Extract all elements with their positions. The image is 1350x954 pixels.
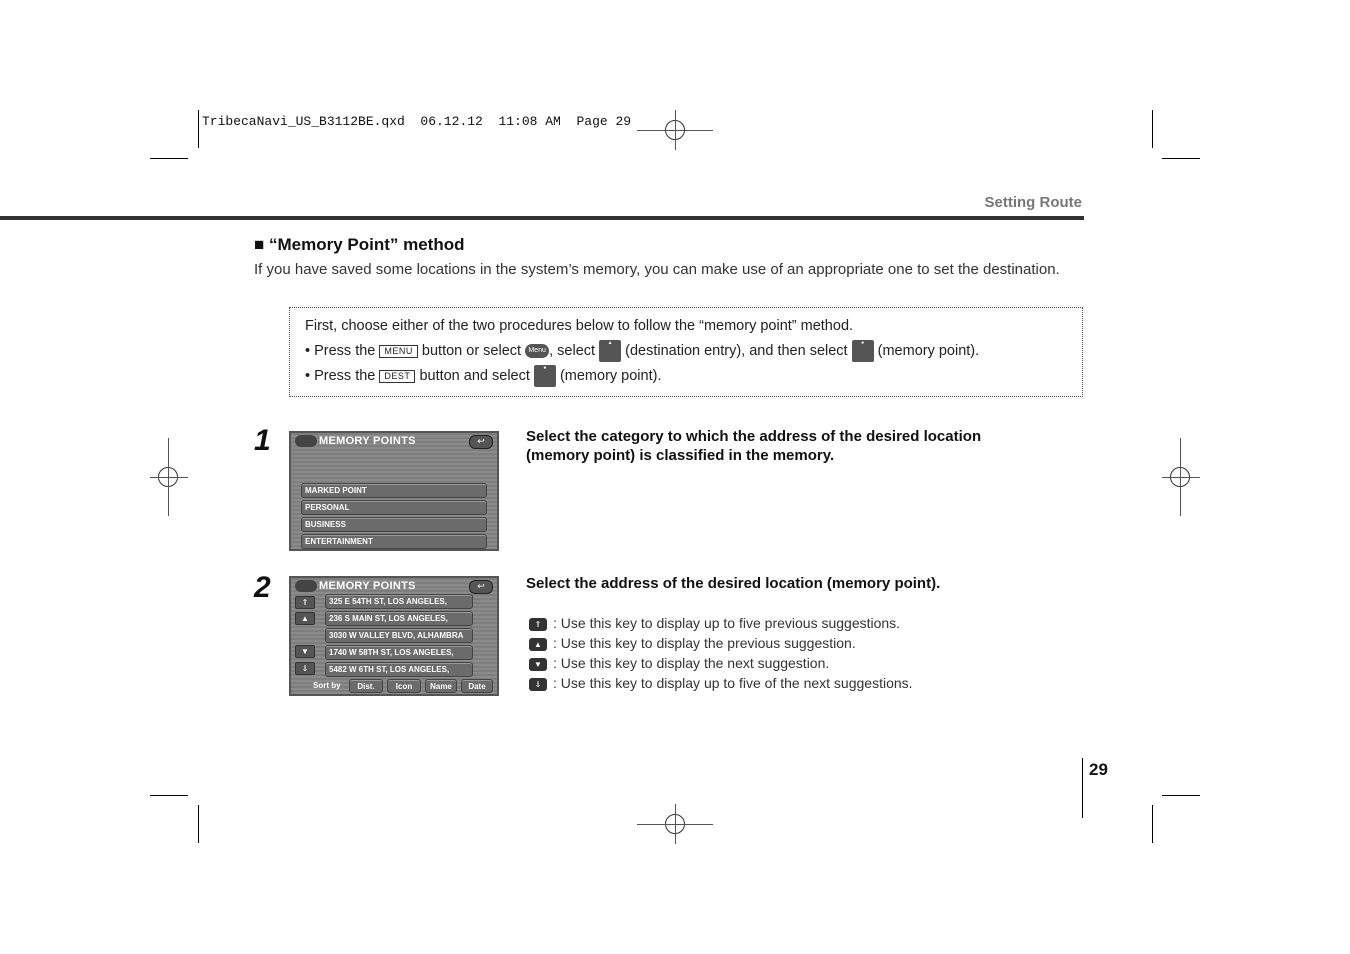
- crop-mark: [1152, 805, 1153, 843]
- bullet-text: button or select: [421, 342, 522, 359]
- crop-mark: [1162, 158, 1200, 159]
- header-rule: [0, 216, 1084, 220]
- screen-title: MEMORY POINTS: [319, 435, 416, 447]
- key-description: [529, 635, 856, 651]
- double-down-arrow-icon[interactable]: ⇓: [295, 662, 315, 675]
- destination-entry-icon: ▲: [599, 340, 621, 362]
- file-slug: TribecaNavi_US_B3112BE.qxd 06.12.12 11:08 AM Page 29: [202, 114, 632, 129]
- note-lead: First, choose either of the two procedures below to follow the “memory point” method.: [305, 318, 854, 334]
- registration-line: [1180, 438, 1181, 516]
- back-icon[interactable]: ↩: [469, 580, 493, 594]
- bullet-text: , select: [549, 342, 596, 359]
- crop-mark: [198, 110, 199, 148]
- memory-point-icon: ●: [852, 340, 874, 362]
- registration-line: [1162, 477, 1200, 478]
- page-number-rule: [1082, 758, 1083, 818]
- sort-icon-button[interactable]: Icon: [387, 679, 421, 693]
- sort-dist-button[interactable]: Dist.: [349, 679, 383, 693]
- up-arrow-icon[interactable]: ▲: [295, 612, 315, 625]
- category-button[interactable]: MARKED POINT: [301, 483, 487, 498]
- screen-memory-addresses: [289, 576, 499, 696]
- step-number: 1: [254, 424, 271, 457]
- bullet-text: • Press the: [305, 367, 376, 384]
- screen-memory-categories: [289, 431, 499, 551]
- note-bullet-1: [305, 340, 979, 362]
- registration-line: [168, 438, 169, 516]
- crop-mark: [1152, 110, 1153, 148]
- note-bullet-2: [305, 365, 661, 387]
- registration-line: [675, 110, 676, 150]
- key-text: : Use this key to display the previous suggestion.: [553, 635, 856, 651]
- down-arrow-icon: ▼: [529, 658, 547, 671]
- key-text: : Use this key to display up to five previous suggestions.: [553, 615, 901, 631]
- menu-button-icon: Menu: [525, 344, 549, 358]
- bullet-text: (memory point).: [559, 367, 662, 384]
- key-description: [529, 655, 829, 671]
- address-button[interactable]: 325 E 54TH ST, LOS ANGELES,: [325, 594, 473, 609]
- menu-key-icon: MENU: [379, 345, 418, 358]
- step2-instruction: Select the address of the desired location (memory point).: [526, 575, 941, 592]
- address-button[interactable]: 5482 W 6TH ST, LOS ANGELES,: [325, 662, 473, 677]
- dest-key-icon: DEST: [379, 370, 415, 383]
- step1-instruction: Select the category to which the address of the desired location (memory point) is classified in the memory.: [526, 428, 982, 464]
- home-icon[interactable]: [295, 580, 317, 592]
- memory-point-icon: ●: [534, 365, 556, 387]
- down-arrow-icon[interactable]: ▼: [295, 645, 315, 658]
- registration-line: [150, 477, 188, 478]
- page-number: 29: [1089, 760, 1108, 779]
- category-button[interactable]: ENTERTAINMENT: [301, 534, 487, 549]
- bullet-text: button and select: [419, 367, 530, 384]
- crop-mark: [150, 795, 188, 796]
- step-number: 2: [254, 571, 271, 604]
- key-description: [529, 615, 900, 631]
- note-box: [289, 307, 1083, 397]
- sort-date-button[interactable]: Date: [461, 679, 493, 693]
- address-button[interactable]: 236 S MAIN ST, LOS ANGELES,: [325, 611, 473, 626]
- key-text: : Use this key to display up to five of the next suggestions.: [553, 675, 913, 691]
- category-button[interactable]: BUSINESS: [301, 517, 487, 532]
- screen-title: MEMORY POINTS: [319, 580, 416, 592]
- sort-label: Sort by: [313, 681, 341, 690]
- intro-paragraph: If you have saved some locations in the system’s memory, you can make use of an appropriate one to set the destination.: [254, 261, 1060, 278]
- sort-name-button[interactable]: Name: [425, 679, 457, 693]
- crop-mark: [150, 158, 188, 159]
- crop-mark: [198, 805, 199, 843]
- crop-mark: [1162, 795, 1200, 796]
- double-up-arrow-icon: ⇑: [529, 618, 547, 631]
- bullet-text: (destination entry), and then select: [625, 342, 848, 359]
- double-up-arrow-icon[interactable]: ⇑: [295, 596, 315, 609]
- registration-line: [675, 804, 676, 844]
- address-button[interactable]: 1740 W 58TH ST, LOS ANGELES,: [325, 645, 473, 660]
- home-icon[interactable]: [295, 435, 317, 447]
- up-arrow-icon: ▲: [529, 638, 547, 651]
- key-text: : Use this key to display the next suggestion.: [553, 655, 830, 671]
- section-header: Setting Route: [984, 194, 1082, 211]
- key-description: [529, 675, 913, 691]
- category-button[interactable]: PERSONAL: [301, 500, 487, 515]
- back-icon[interactable]: ↩: [469, 435, 493, 449]
- bullet-text: (memory point).: [877, 342, 980, 359]
- double-down-arrow-icon: ⇓: [529, 678, 547, 691]
- method-heading: ■ “Memory Point” method: [254, 235, 465, 254]
- bullet-text: • Press the: [305, 342, 376, 359]
- address-button[interactable]: 3030 W VALLEY BLVD, ALHAMBRA: [325, 628, 473, 643]
